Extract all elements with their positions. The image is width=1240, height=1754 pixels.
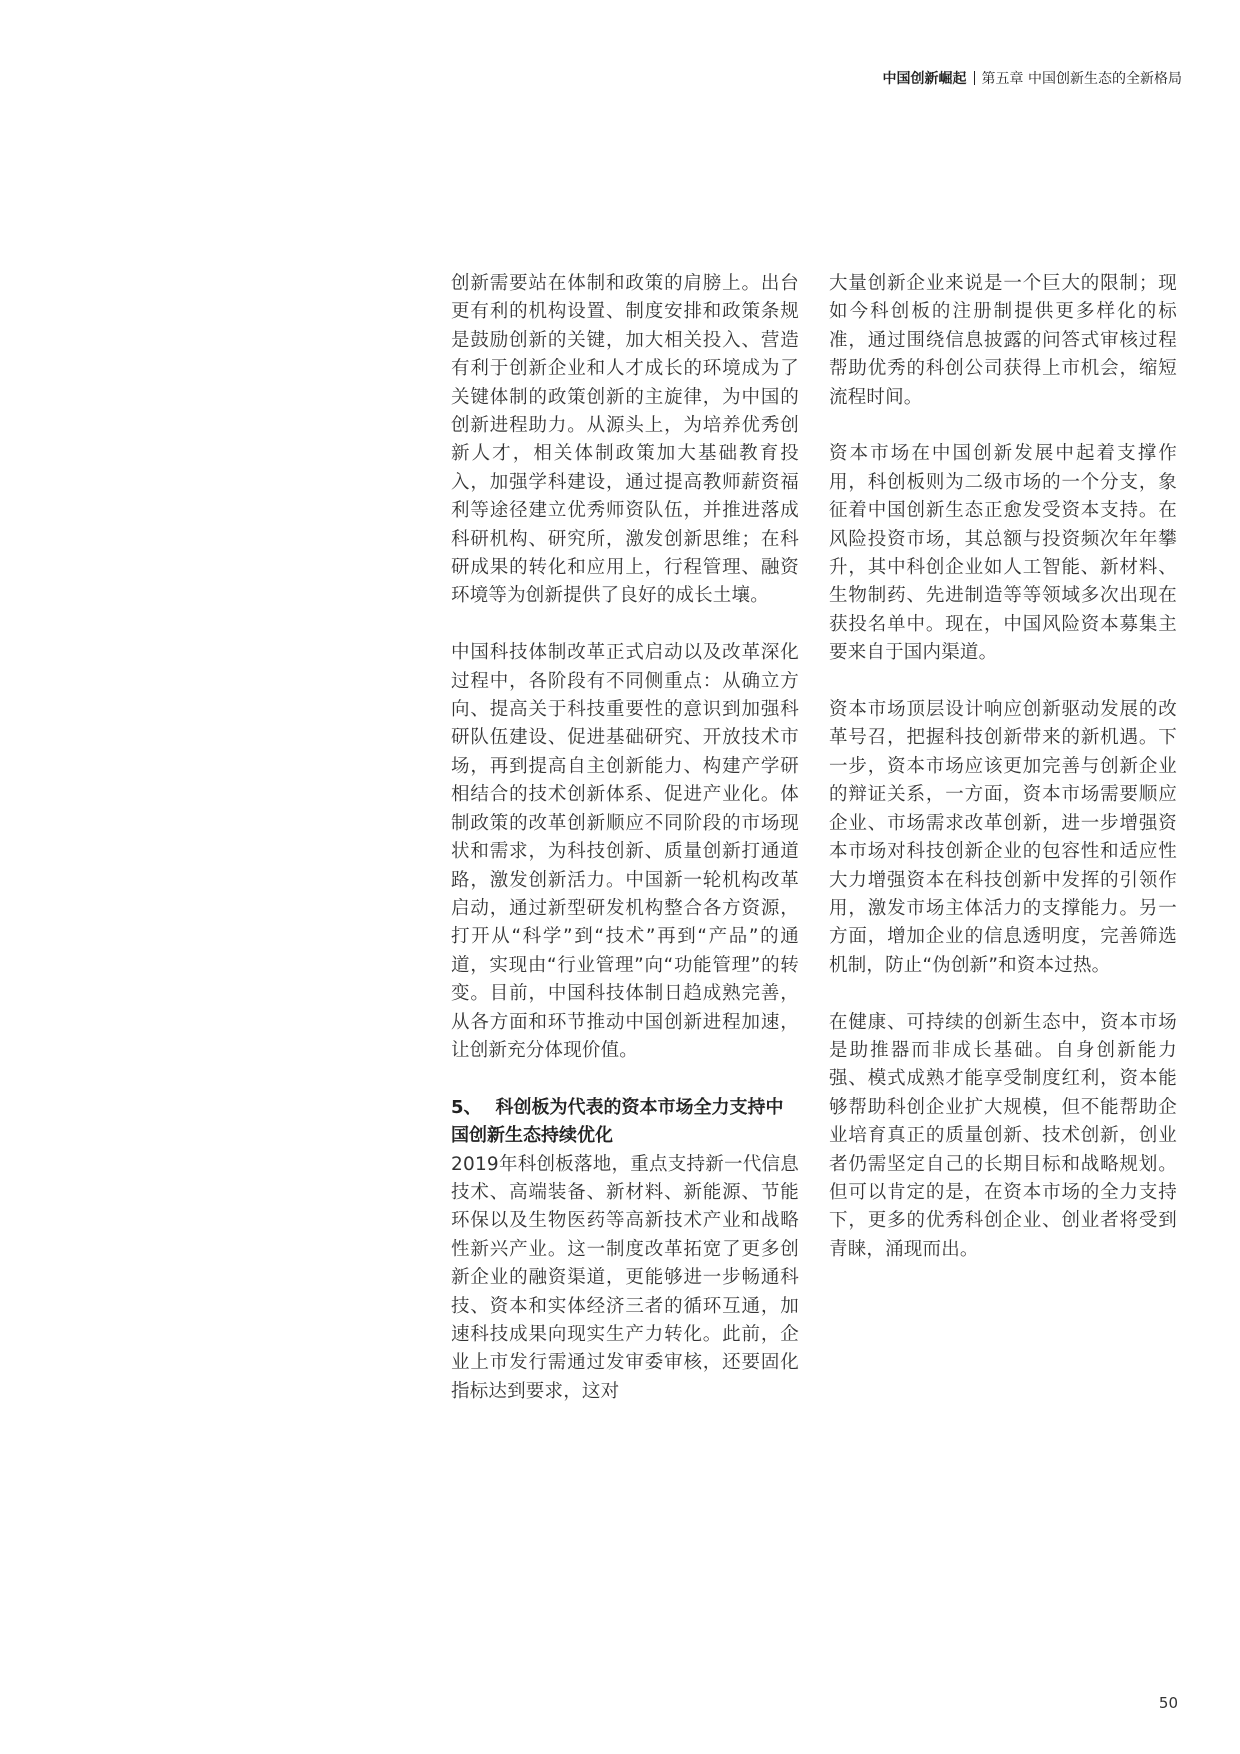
paragraph: 在健康、可持续的创新生态中，资本市场是助推器而非成长基础。自身创新能力强、模式成熟才能享受制度红利，资本能够帮助科创企业扩大规模，但不能帮助企业培育真正的质量创新、技术创新，创业者仍需坚定自己的长期目标和战略规划。但可以肯定的是，在资本市场的全力支持下，更多的优秀科创企业、创业者将受到青睐，涌现而出。 [829,1011,1177,1260]
right-column [829,270,1177,1293]
paragraph: 大量创新企业来说是一个巨大的限制；现如今科创板的注册制提供更多样化的标准，通过围绕信息披露的问答式审核过程帮助优秀的科创公司获得上市机会，缩短流程时间。 [829,273,1177,408]
page-number: 50 [1158,1694,1178,1712]
header-divider [974,71,975,85]
paragraph: 资本市场在中国创新发展中起着支撑作用，科创板则为二级市场的一个分支，象征着中国创新生态正愈发受资本支持。在风险投资市场，其总额与投资频次年年攀升，其中科创企业如人工智能、新材料、生物制药、先进制造等等领域多次出现在获投名单中。现在，中国风险资本募集主要来自于国内渠道。 [829,443,1177,664]
running-header [883,68,1182,88]
paragraph: 中国科技体制改革正式启动以及改革深化过程中，各阶段有不同侧重点：从确立方向、提高关于科技重要性的意识到加强科研队伍建设、促进基础研究、开放技术市场，再到提高自主创新能力、构建产学研相结合的技术创新体系、促进产业化。体制政策的改革创新顺应不同阶段的市场现状和需求，为科技创新、质量创新打通道路，激发创新活力。中国新一轮机构改革启动，通过新型研发机构整合各方资源，打开从“科学”到“技术”再到“产品”的通道，实现由“行业管理”向“功能管理”的转变。目前，中国科技体制日趋成熟完善，从各方面和环节推动中国创新进程加速，让创新充分体现价值。 [451,642,799,1061]
chapter-title: 第五章 中国创新生态的全新格局 [981,71,1182,87]
book-title: 中国创新崛起 [882,71,967,87]
paragraph: 2019年科创板落地，重点支持新一代信息技术、高端装备、新材料、新能源、节能环保以及生物医药等高新技术产业和战略性新兴产业。这一制度改革拓宽了更多创新企业的融资渠道，更能够进一步畅通科技、资本和实体经济三者的循环互通，加速科技成果向现实生产力转化。此前，企业上市发行需通过发审委审核，还要固化指标达到要求，这对 [451,1153,799,1402]
paragraph: 资本市场顶层设计响应创新驱动发展的改革号召，把握科技创新带来的新机遇。下一步，资本市场应该更加完善与创新企业的辩证关系，一方面，资本市场需要顺应企业、市场需求改革创新，进一步增强资本市场对科技创新企业的包容性和适应性大力增强资本在科技创新中发挥的引领作用，激发市场主体活力的支撑能力。另一方面，增加企业的信息透明度，完善筛选机制，防止“伪创新”和资本过热。 [829,699,1177,976]
section-number: 5、 [451,1096,482,1118]
section-title: 科创板为代表的资本市场全力支持中国创新生态持续优化 [451,1096,784,1147]
section-heading [451,1094,799,1151]
paragraph: 创新需要站在体制和政策的肩膀上。出台更有利的机构设置、制度安排和政策条规是鼓励创新的关键，加大相关投入、营造有利于创新企业和人才成长的环境成为了关键体制的政策创新的主旋律，为中国的创新进程助力。从源头上，为培养优秀创新人才，相关体制政策加大基础教育投入，加强学科建设，通过提高教师薪资福利等途径建立优秀师资队伍，并推进落成科研机构、研究所，激发创新思维；在科研成果的转化和应用上，行程管理、融资环境等为创新提供了良好的成长土壤。 [451,273,799,607]
left-column [451,270,799,1435]
